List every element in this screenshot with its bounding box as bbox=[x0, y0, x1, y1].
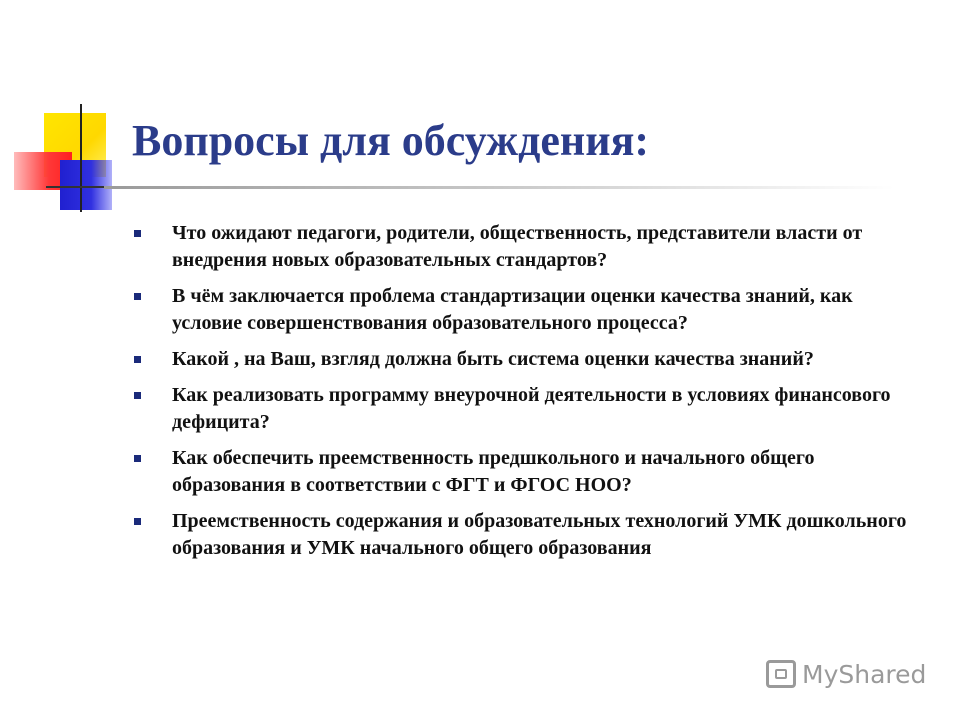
bullet-icon bbox=[134, 455, 141, 462]
list-item-text: Как реализовать программу внеурочной деятельности в условиях финансового дефицита? bbox=[172, 384, 891, 433]
list-item bbox=[134, 346, 924, 373]
list-item bbox=[134, 445, 924, 499]
bullet-icon bbox=[134, 293, 141, 300]
list-item bbox=[134, 283, 924, 337]
list-item-text: Какой , на Ваш, взгляд должна быть система оценки качества знаний? bbox=[172, 348, 814, 370]
watermark bbox=[766, 657, 926, 691]
vertical-line bbox=[80, 104, 82, 212]
list-item-text: В чём заключается проблема стандартизации оценки качества знаний, как условие совершенствования образовательного процесса? bbox=[172, 285, 853, 334]
list-item-text: Как обеспечить преемственность предшкольного и начального общего образования в соответствии с ФГТ и ФГОС НОО? bbox=[172, 447, 815, 496]
list-item-text: Преемственность содержания и образовательных технологий УМК дошкольного образования и УМК начального общего образования bbox=[172, 510, 907, 559]
list-item-text: Что ожидают педагоги, родители, общественность, представители власти от внедрения новых образовательных стандартов? bbox=[172, 222, 863, 271]
bullet-icon bbox=[134, 356, 141, 363]
list-item bbox=[134, 508, 924, 562]
title-underline bbox=[104, 186, 894, 189]
list-item bbox=[134, 382, 924, 436]
blue-square bbox=[60, 160, 112, 210]
question-list bbox=[134, 220, 924, 571]
slide-title: Вопросы для обсуждения: bbox=[132, 116, 650, 165]
myshared-logo-icon bbox=[766, 660, 796, 688]
bullet-icon bbox=[134, 518, 141, 525]
watermark-text: MyShared bbox=[802, 659, 927, 689]
list-item bbox=[134, 220, 924, 274]
bullet-icon bbox=[134, 230, 141, 237]
bullet-icon bbox=[134, 392, 141, 399]
